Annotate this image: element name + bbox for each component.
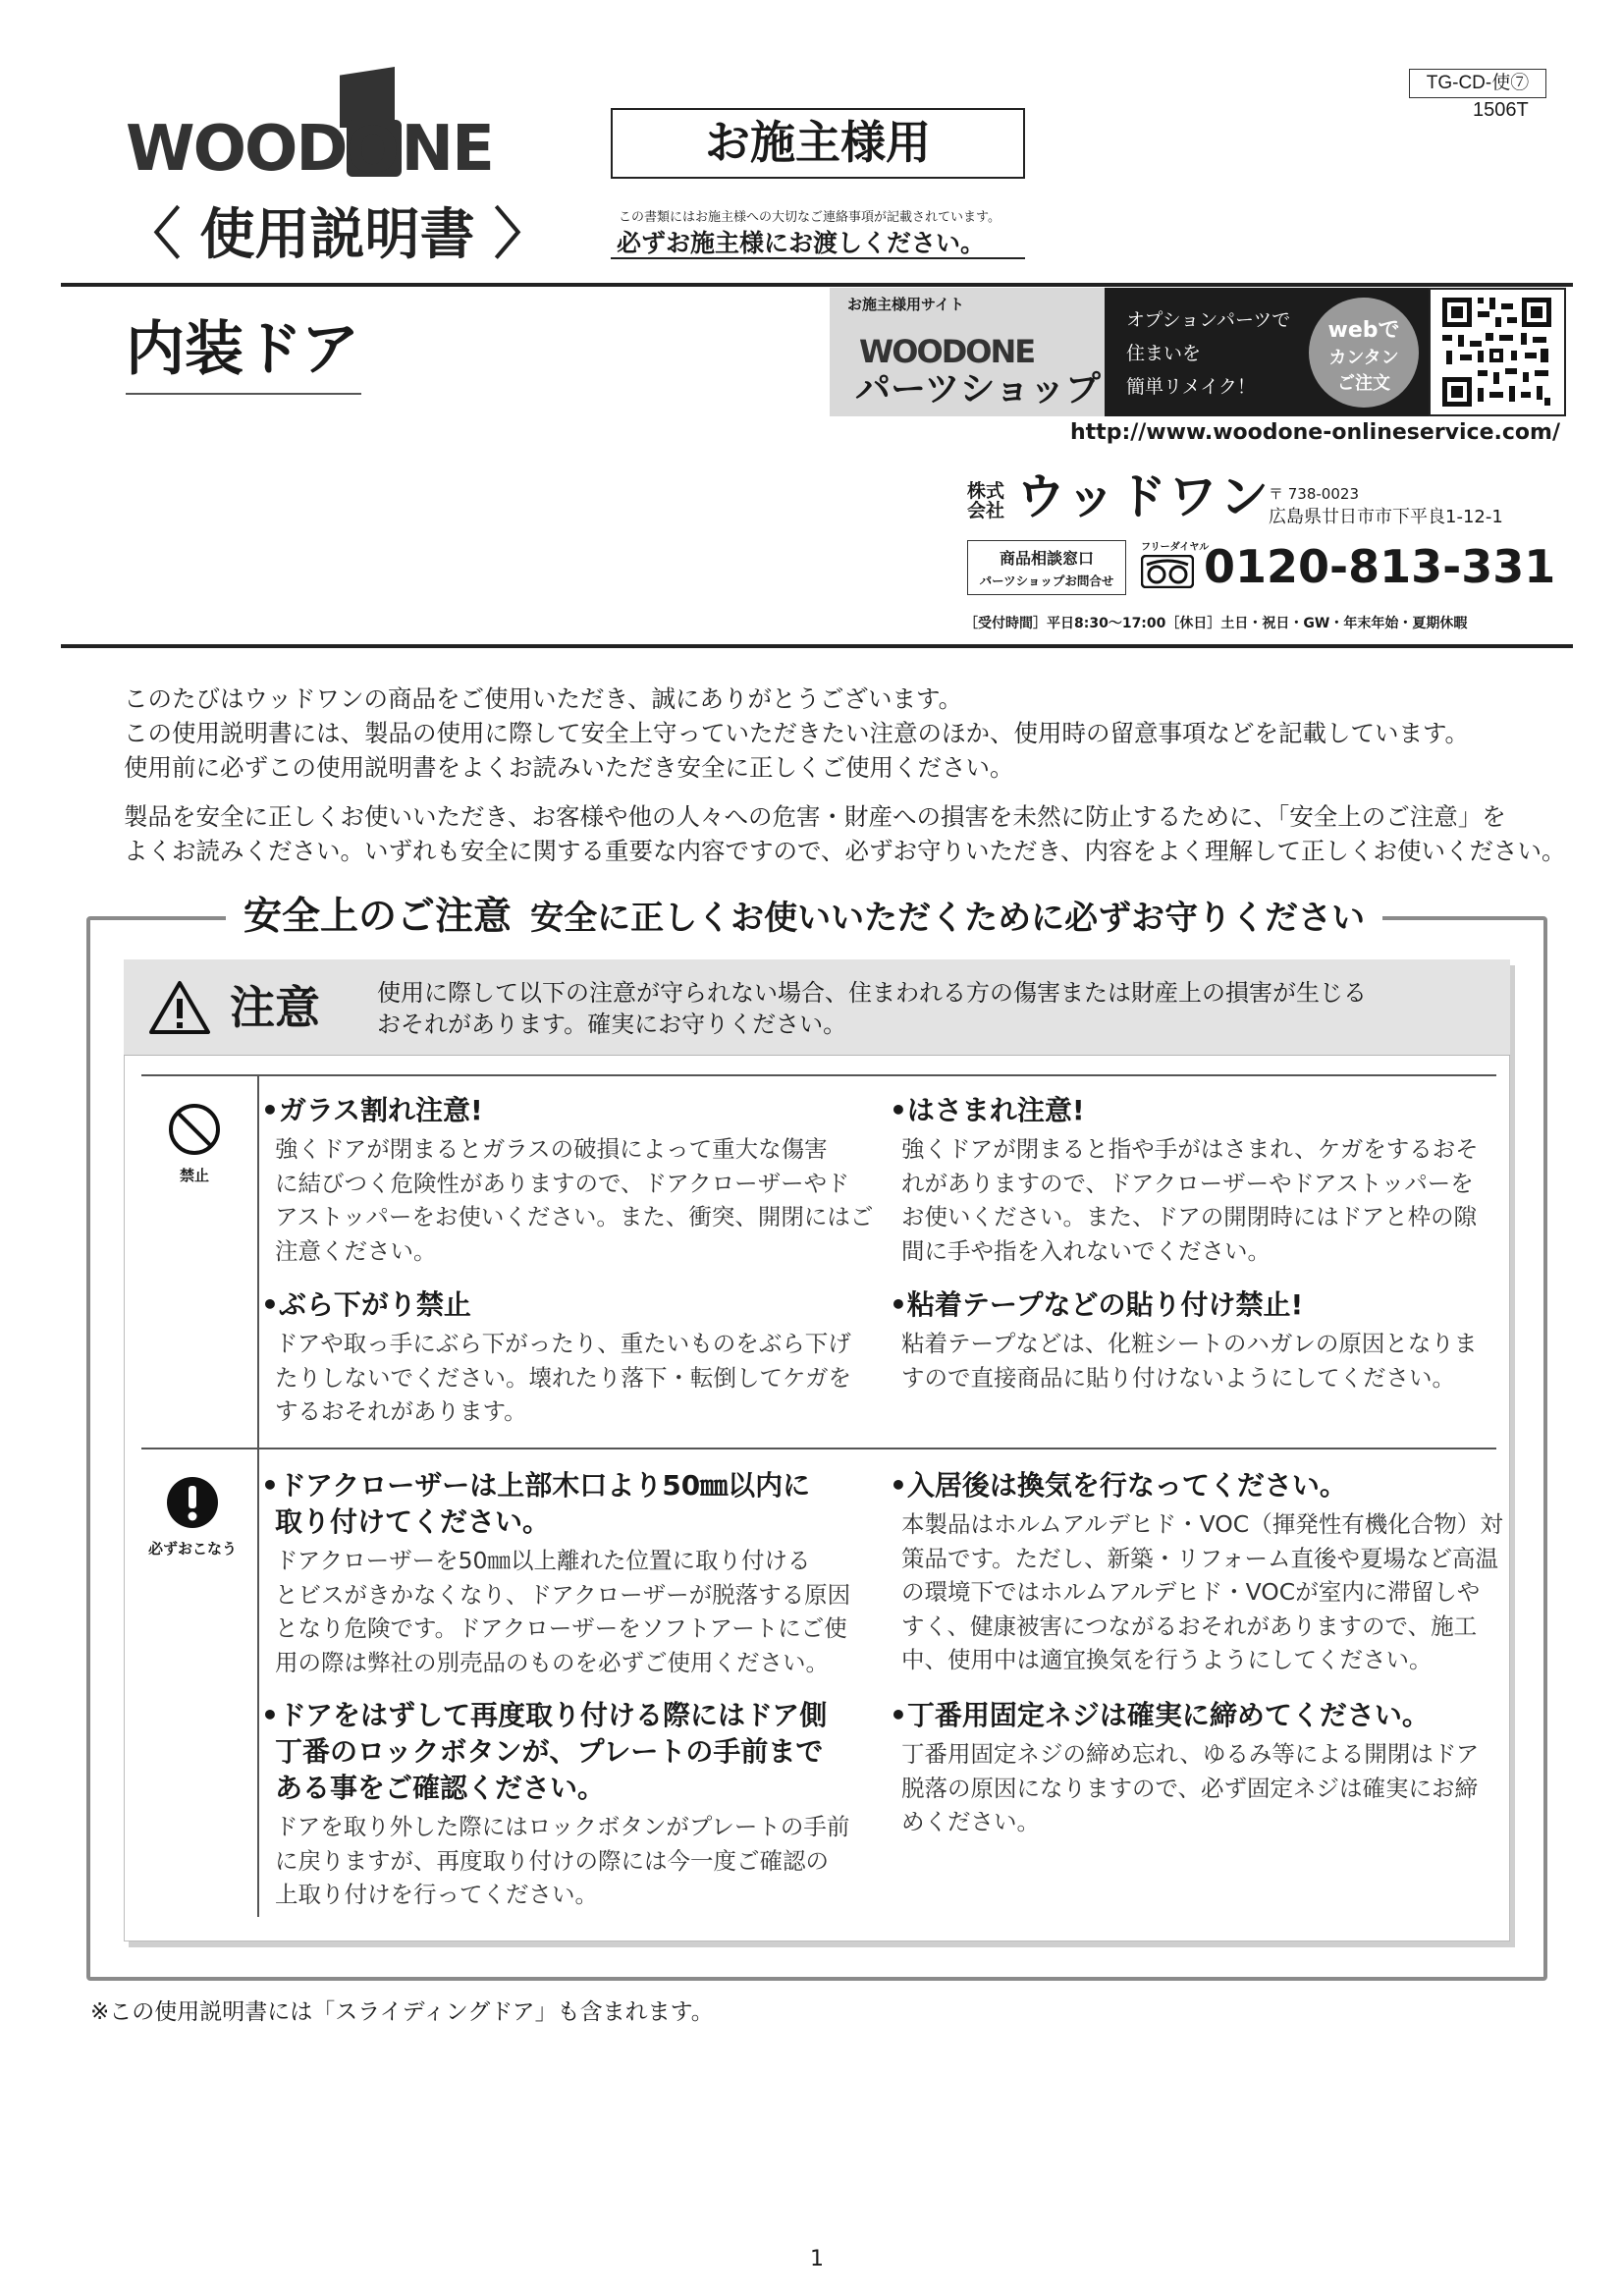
item-body bbox=[275, 1327, 851, 1429]
safety-heading: 安全上のご注意 bbox=[243, 895, 513, 939]
company-name: ウッドワン bbox=[1016, 468, 1271, 525]
item-body-line: アストッパーをお使いください。また、衝突、開閉にはご bbox=[275, 1203, 874, 1230]
banner-brand: WOODONE bbox=[859, 333, 1035, 370]
safety-item-hanging bbox=[261, 1286, 851, 1429]
item-body-line: めください。 bbox=[901, 1808, 1040, 1835]
company-address: 広島県廿日市市下平良1-12-1 bbox=[1269, 507, 1503, 527]
caution-label: 注意 bbox=[230, 981, 320, 1034]
safety-item-reinstall bbox=[261, 1697, 849, 1912]
prohibit-icon bbox=[167, 1102, 222, 1157]
item-body-line: たりしないでください。壊れたり落下・転倒してケガを bbox=[275, 1363, 852, 1392]
item-body-line: すので直接商品に貼り付けないようにしてください。 bbox=[901, 1363, 1455, 1392]
item-title: •ドアクローザーは上部木口より50㎜以内に bbox=[261, 1469, 811, 1502]
intro-paragraph-1 bbox=[124, 682, 1469, 785]
item-body-line: すく、健康被害につながるおそれがありますので、施工 bbox=[901, 1612, 1478, 1640]
item-body-line: ドアや取っ手にぶら下がったり、重たいものをぶら下げ bbox=[275, 1330, 851, 1357]
tagline-3: 簡単リメイク！ bbox=[1126, 376, 1256, 398]
badge-line-3: ご注文 bbox=[1337, 373, 1390, 394]
item-body-line: れがありますので、ドアクローザーやドアストッパーを bbox=[901, 1169, 1474, 1197]
prohibit-label: 禁止 bbox=[179, 1167, 209, 1184]
item-body-line: 強くドアが閉まるとガラスの破損によって重大な傷害 bbox=[275, 1135, 828, 1163]
company-type bbox=[967, 481, 1004, 520]
intro-paragraph-2 bbox=[124, 799, 1566, 868]
icon-column-rule-1 bbox=[257, 1074, 259, 1448]
item-body-line: 粘着テープなどは、化粧シートのハガレの原因となりま bbox=[901, 1330, 1478, 1357]
freedial-icon bbox=[1141, 555, 1194, 588]
logo-o: O bbox=[347, 120, 402, 177]
company-rule bbox=[61, 644, 1573, 648]
safety-item-closer bbox=[261, 1467, 850, 1679]
audience-note-small: この書類にはお施主様への大切なご連絡事項が記載されています。 bbox=[619, 210, 1001, 225]
intro-line: 製品を安全に正しくお使いいただき、お客様や他の人々への危害・財産への損害を未然に防止するために、「安全上のご注意」を bbox=[124, 802, 1506, 831]
audience-box bbox=[611, 108, 1025, 179]
audience-note-bold: 必ずお施主様にお渡しください。 bbox=[617, 229, 986, 257]
shop-url[interactable]: http://www.woodone-onlineservice.com/ bbox=[1070, 420, 1560, 445]
safety-item-glass bbox=[261, 1092, 873, 1268]
item-body-line: 上取り付けを行ってください。 bbox=[275, 1881, 598, 1908]
item-body-line: 用の際は弊社の別売品のものを必ずご使用ください。 bbox=[275, 1648, 829, 1676]
item-title: •粘着テープなどの貼り付け禁止! bbox=[890, 1288, 1304, 1321]
item-body-line: 本製品はホルムアルデヒド・VOC（揮発性有機化合物）対 bbox=[901, 1510, 1503, 1538]
item-title: •ぶら下がり禁止 bbox=[261, 1288, 471, 1321]
site-label: お施主様用サイト bbox=[847, 296, 964, 313]
qr-code-graphic bbox=[1431, 290, 1564, 414]
freedial-label: フリーダイヤル bbox=[1141, 542, 1210, 553]
item-body-line: に戻りますが、再度取り付けの際には今一度ご確認の bbox=[275, 1846, 829, 1875]
caution-bar bbox=[124, 959, 1510, 1056]
phone-number[interactable]: 0120-813-331 bbox=[1204, 540, 1556, 593]
support-hours: ［受付時間］平日8:30〜17:00［休日］土日・祝日・GW・年末年始・夏期休暇 bbox=[964, 616, 1468, 631]
row-rule-mid bbox=[141, 1448, 1496, 1449]
item-body-line: 注意ください。 bbox=[275, 1236, 437, 1265]
caution-line: 使用に際して以下の注意が守られない場合、住まわれる方の傷害または財産上の損害が生じる bbox=[377, 979, 1367, 1007]
qr-code[interactable] bbox=[1429, 288, 1566, 416]
web-order-badge bbox=[1309, 298, 1419, 408]
page-number: 1 bbox=[810, 2247, 824, 2271]
safety-item-hinge-screw bbox=[890, 1697, 1479, 1839]
company-type-1: 株式 bbox=[967, 480, 1005, 502]
icon-column-rule-2 bbox=[257, 1448, 259, 1917]
company-postal: 〒 738-0023 bbox=[1269, 485, 1359, 503]
item-title: •入居後は換気を行なってください。 bbox=[890, 1469, 1347, 1502]
product-underline bbox=[126, 393, 361, 395]
item-title: 丁番のロックボタンが、プレートの手前まで bbox=[275, 1735, 824, 1768]
audience-box-label: お施主様用 bbox=[705, 116, 931, 169]
item-body-line: ドアを取り外した際にはロックボタンがプレートの手前 bbox=[275, 1813, 850, 1840]
item-title: •はさまれ注意! bbox=[890, 1094, 1085, 1126]
row-rule-top bbox=[141, 1074, 1496, 1076]
doc-code: TG-CD-使⑦ bbox=[1409, 69, 1546, 98]
item-body-line: に結びつく危険性がありますので、ドアクローザーやド bbox=[275, 1169, 850, 1197]
item-body bbox=[901, 1507, 1503, 1677]
intro-line: この使用説明書には、製品の使用に際して安全上守っていただきたい注意のほか、使用時の留意事項などを記載しています。 bbox=[124, 719, 1470, 747]
item-body-line: 丁番用固定ネジの締め忘れ、ゆるみ等による開閉はドア bbox=[901, 1740, 1480, 1768]
brand-logo bbox=[126, 67, 499, 188]
item-body-line: 策品です。ただし、新築・リフォーム直後や夏場など高温 bbox=[901, 1544, 1498, 1572]
safety-heading-wrap bbox=[226, 892, 1382, 944]
item-title: •丁番用固定ネジは確実に締めてください。 bbox=[890, 1699, 1430, 1731]
item-body-line: するおそれがあります。 bbox=[275, 1397, 527, 1425]
item-body-line: 強くドアが閉まると指や手がはさまれ、ケガをするおそ bbox=[901, 1135, 1479, 1163]
parts-shop-banner[interactable] bbox=[830, 288, 1105, 416]
item-body-line: お使いください。また、ドアの開閉時にはドアと枠の隙 bbox=[901, 1203, 1478, 1230]
doc-version: 1506T bbox=[1473, 99, 1529, 121]
item-title: 取り付けてください。 bbox=[275, 1505, 551, 1538]
intro-line: このたびはウッドワンの商品をご使用いただき、誠にありがとうございます。 bbox=[124, 684, 963, 713]
caution-line: おそれがあります。確実にお守りください。 bbox=[377, 1011, 847, 1038]
badge-line-2: カンタン bbox=[1328, 348, 1399, 368]
item-body-line: 脱落の原因になりますので、必ず固定ネジは確実にお締 bbox=[901, 1774, 1479, 1802]
safety-item-ventilation bbox=[890, 1467, 1503, 1677]
intro-line: 使用前に必ずこの使用説明書をよくお読みいただき安全に正しくご使用ください。 bbox=[124, 753, 1014, 782]
item-title: •ドアをはずして再度取り付ける際にはドア側 bbox=[261, 1699, 828, 1731]
header-rule bbox=[61, 283, 1573, 287]
item-body-line: とビスがきかなくなり、ドアクローザーが脱落する原因 bbox=[275, 1580, 851, 1609]
tagline-2: 住まいを bbox=[1126, 343, 1202, 364]
safety-item-tape bbox=[890, 1286, 1477, 1394]
footer-note: ※この使用説明書には「スライディングドア」も含まれます。 bbox=[90, 1999, 714, 2025]
doc-title: 〈 使用説明書 〉 bbox=[126, 203, 549, 267]
banner-promo[interactable] bbox=[1105, 288, 1429, 416]
item-body-line: 間に手や指を入れないでください。 bbox=[901, 1236, 1271, 1265]
product-title: 内装ドア bbox=[126, 315, 360, 384]
item-body-line: 中、使用中は適宜換気を行うようにしてください。 bbox=[901, 1646, 1433, 1673]
logo-wood: WOOD bbox=[126, 113, 347, 186]
item-body-line: となり危険です。ドアクローザーをソフトアートにご使 bbox=[275, 1614, 847, 1642]
caution-text bbox=[377, 977, 1367, 1040]
support-window-box bbox=[967, 540, 1126, 595]
support-window-2: パーツショップお問合せ bbox=[979, 574, 1114, 588]
item-title: •ガラス割れ注意! bbox=[261, 1094, 483, 1126]
support-window-1: 商品相談窓口 bbox=[999, 549, 1094, 568]
intro-line: よくお読みください。いずれも安全に関する重要な内容ですので、必ずお守りいただき、内容をよく理解して正しくお使いください。 bbox=[124, 837, 1566, 865]
item-body bbox=[901, 1132, 1479, 1268]
tagline-1: オプションパーツで bbox=[1126, 309, 1291, 331]
item-body bbox=[275, 1544, 850, 1679]
item-body-line: の環境下ではホルムアルデヒド・VOCが室内に滞留しや bbox=[901, 1578, 1481, 1606]
mandatory-label: 必ずおこなう bbox=[147, 1540, 237, 1558]
badge-line-1: webで bbox=[1327, 318, 1400, 343]
item-body bbox=[275, 1132, 873, 1268]
item-body bbox=[901, 1737, 1479, 1839]
item-body bbox=[275, 1810, 849, 1912]
warning-triangle-icon bbox=[147, 979, 212, 1036]
safety-subheading: 安全に正しくお使いいただくために必ずお守りください bbox=[530, 899, 1366, 938]
logo-ne: NE bbox=[401, 113, 493, 186]
shop-name: パーツショップ bbox=[855, 369, 1101, 410]
mandatory-icon bbox=[165, 1475, 220, 1530]
company-type-2: 会社 bbox=[967, 500, 1005, 521]
item-body-line: ドアクローザーを50㎜以上離れた位置に取り付ける bbox=[275, 1547, 811, 1574]
item-title: ある事をご確認ください。 bbox=[275, 1772, 606, 1804]
audience-underline bbox=[611, 257, 1025, 259]
safety-item-pinch bbox=[890, 1092, 1479, 1268]
item-body bbox=[901, 1327, 1477, 1394]
